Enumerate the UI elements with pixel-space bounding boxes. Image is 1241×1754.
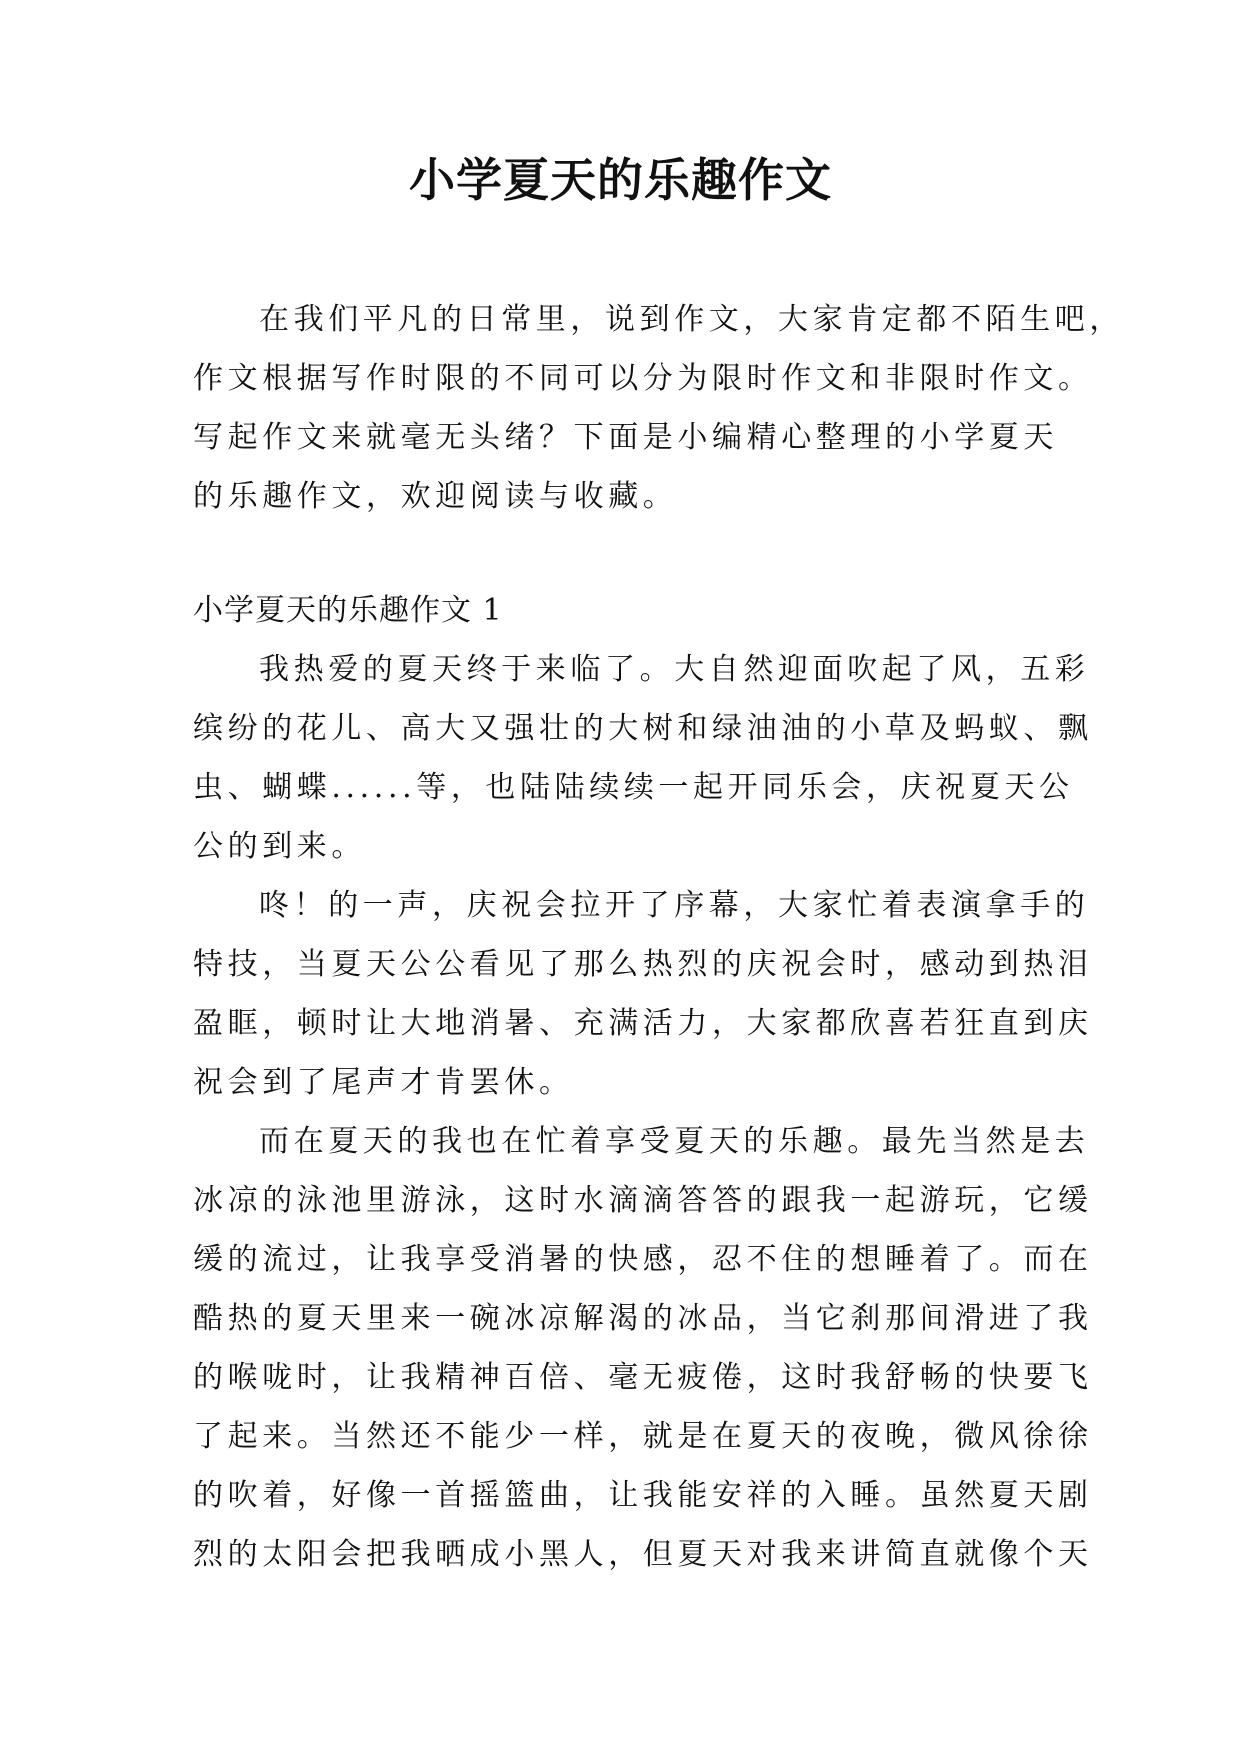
paragraph-line: 的喉咙时，让我精神百倍、毫无疲倦，这时我舒畅的快要飞 bbox=[193, 1360, 1093, 1395]
paragraph-line: 冰凉的泳池里游泳，这时水滴滴答答的跟我一起游玩，它缓 bbox=[193, 1183, 1093, 1218]
paragraph-line: 咚！的一声，庆祝会拉开了序幕，大家忙着表演拿手的 bbox=[259, 888, 1090, 923]
paragraph-line: 了起来。当然还不能少一样，就是在夏天的夜晚，微风徐徐 bbox=[193, 1419, 1093, 1454]
paragraph-line: 特技，当夏天公公看见了那么热烈的庆祝会时，感动到热泪 bbox=[193, 947, 1093, 982]
paragraph-line: 而在夏天的我也在忙着享受夏天的乐趣。最先当然是去 bbox=[259, 1124, 1090, 1159]
paragraph-line: 酷热的夏天里来一碗冰凉解渴的冰品，当它刹那间滑进了我 bbox=[193, 1301, 1093, 1336]
intro-line: 的乐趣作文，欢迎阅读与收藏。 bbox=[193, 479, 678, 514]
paragraph-line: 公的到来。 bbox=[193, 829, 366, 864]
paragraph-line: 祝会到了尾声才肯罢休。 bbox=[193, 1065, 574, 1100]
intro-line: 作文根据写作时限的不同可以分为限时作文和非限时作文。 bbox=[193, 361, 1093, 396]
body-paragraph bbox=[193, 1112, 1093, 1584]
paragraph-line: 虫、蝴蝶......等，也陆陆续续一起开同乐会，庆祝夏天公 bbox=[193, 770, 1074, 805]
paragraph-line: 烈的太阳会把我晒成小黑人，但夏天对我来讲简直就像个天 bbox=[193, 1537, 1093, 1572]
paragraph-line: 缤纷的花儿、高大又强壮的大树和绿油油的小草及蚂蚁、飘 bbox=[193, 711, 1093, 746]
paragraph-line: 的吹着，好像一首摇篮曲，让我能安祥的入睡。虽然夏天剧 bbox=[193, 1478, 1093, 1513]
document-title: 小学夏天的乐趣作文 bbox=[409, 153, 832, 207]
intro-line: 写起作文来就毫无头绪？下面是小编精心整理的小学夏天 bbox=[193, 420, 1058, 455]
paragraph-line: 我热爱的夏天终于来临了。大自然迎面吹起了风，五彩 bbox=[259, 652, 1090, 687]
document-body bbox=[193, 290, 1124, 1584]
paragraph-line: 盈眶，顿时让大地消暑、充满活力，大家都欣喜若狂直到庆 bbox=[193, 1006, 1093, 1041]
intro-paragraph bbox=[193, 290, 1124, 526]
body-paragraph bbox=[193, 640, 1093, 876]
paragraph-line: 缓的流过，让我享受消暑的快感，忍不住的想睡着了。而在 bbox=[193, 1242, 1093, 1277]
section-heading: 小学夏天的乐趣作文 1 bbox=[193, 593, 503, 628]
body-paragraph bbox=[193, 876, 1093, 1112]
intro-line: 在我们平凡的日常里，说到作文，大家肯定都不陌生吧， bbox=[259, 302, 1124, 337]
